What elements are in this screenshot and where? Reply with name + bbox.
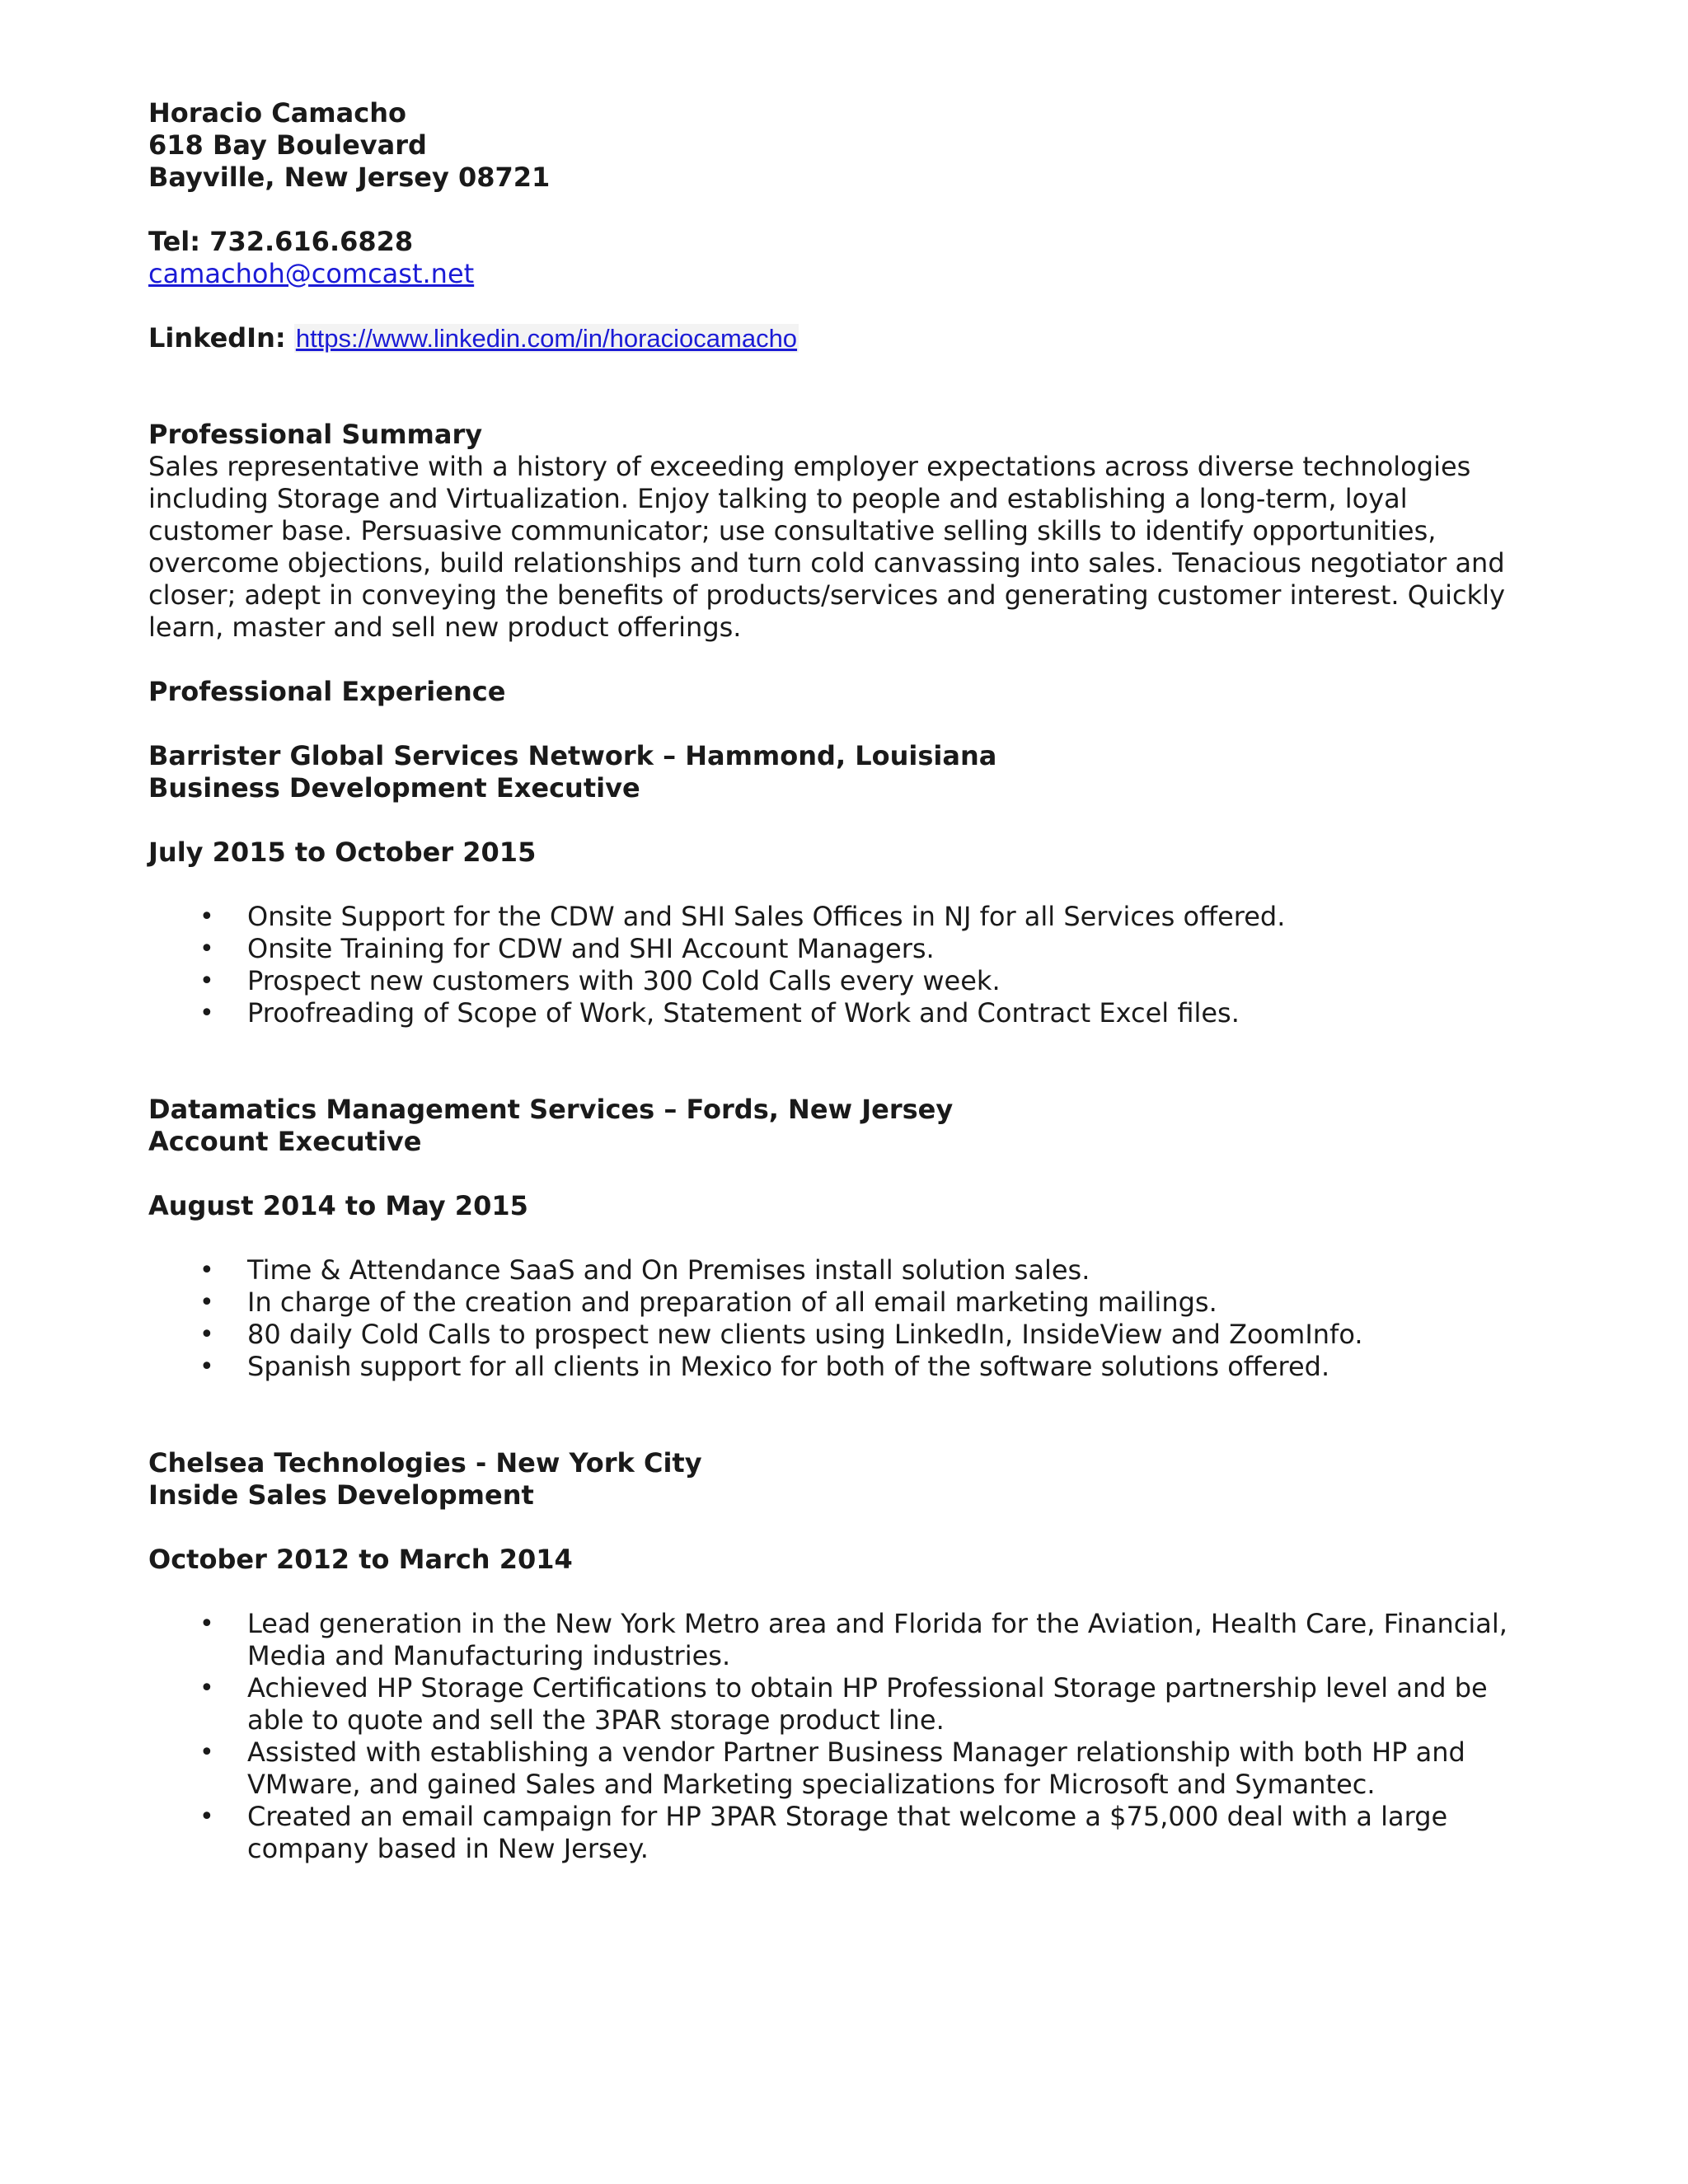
bullet-icon: • bbox=[199, 1802, 214, 1831]
bullet-icon: • bbox=[199, 999, 214, 1028]
bullet-icon: • bbox=[199, 935, 214, 963]
bullet-icon: • bbox=[199, 1320, 214, 1349]
list-item: • Lead generation in the New York Metro area and Florida for the Aviation, Health Care, Financial, Media and Manufacturing industries. bbox=[199, 1608, 1507, 1671]
job-dates: July 2015 to October 2015 bbox=[148, 837, 537, 868]
job-dates: October 2012 to March 2014 bbox=[148, 1544, 573, 1575]
list-item: • 80 daily Cold Calls to prospect new clients using LinkedIn, InsideView and ZoomInfo. bbox=[199, 1319, 1363, 1350]
job-company: Chelsea Technologies - New York City bbox=[148, 1447, 702, 1479]
resume-page bbox=[148, 97, 1541, 1865]
contact-block bbox=[148, 97, 1541, 354]
summary-line: customer base. Persuasive communicator; use consultative selling skills to identify opportunities, bbox=[148, 515, 1437, 546]
list-item: • Time & Attendance SaaS and On Premises install solution sales. bbox=[199, 1254, 1090, 1286]
job-entry bbox=[148, 740, 1541, 1029]
list-item: • Prospect new customers with 300 Cold Calls every week. bbox=[199, 965, 1001, 996]
job-entry bbox=[148, 1094, 1541, 1383]
bullet-icon: • bbox=[199, 902, 214, 931]
linkedin-link[interactable]: https://www.linkedin.com/in/horaciocamacho bbox=[295, 324, 798, 353]
experience-section bbox=[148, 676, 1541, 1865]
list-item: • Onsite Training for CDW and SHI Account Managers. bbox=[199, 933, 935, 964]
bullet-icon: • bbox=[199, 1352, 214, 1381]
job-title: Account Executive bbox=[148, 1126, 422, 1157]
email-link[interactable]: camachoh@comcast.net bbox=[148, 258, 475, 289]
job-bullets bbox=[148, 1608, 1541, 1865]
list-item: • Spanish support for all clients in Mexico for both of the software solutions offered. bbox=[199, 1351, 1330, 1382]
summary-line: Sales representative with a history of exceeding employer expectations across diverse technologies bbox=[148, 451, 1471, 482]
job-entry bbox=[148, 1447, 1541, 1865]
job-bullets bbox=[148, 901, 1541, 1029]
summary-section bbox=[148, 419, 1541, 644]
experience-heading: Professional Experience bbox=[148, 676, 506, 707]
address-line-2: Bayville, New Jersey 08721 bbox=[148, 162, 551, 193]
bullet-icon: • bbox=[199, 1674, 214, 1703]
telephone: Tel: 732.616.6828 bbox=[148, 226, 414, 257]
job-dates: August 2014 to May 2015 bbox=[148, 1190, 528, 1221]
job-title: Business Development Executive bbox=[148, 772, 640, 804]
summary-line: closer; adept in conveying the benefits of products/services and generating customer interest. Quickly bbox=[148, 579, 1505, 611]
list-item: • Assisted with establishing a vendor Partner Business Manager relationship with both HP and VMware, and gained Sales and Marketing specializations for Microsoft and Symantec. bbox=[199, 1736, 1465, 1800]
linkedin-label: LinkedIn: bbox=[148, 322, 286, 354]
list-item: • Created an email campaign for HP 3PAR Storage that welcome a $75,000 deal with a large company based in New Jersey. bbox=[199, 1801, 1448, 1864]
job-bullets bbox=[148, 1254, 1541, 1383]
list-item: • Achieved HP Storage Certifications to obtain HP Professional Storage partnership level and be able to quote and sell the 3PAR storage product line. bbox=[199, 1672, 1488, 1736]
list-item: • Proofreading of Scope of Work, Statement of Work and Contract Excel files. bbox=[199, 997, 1240, 1029]
summary-line: including Storage and Virtualization. Enjoy talking to people and establishing a long-term, loyal bbox=[148, 483, 1408, 514]
bullet-icon: • bbox=[199, 1610, 214, 1638]
job-company: Datamatics Management Services – Fords, New Jersey bbox=[148, 1094, 954, 1125]
list-item: • Onsite Support for the CDW and SHI Sales Offices in NJ for all Services offered. bbox=[199, 901, 1286, 932]
summary-heading: Professional Summary bbox=[148, 419, 483, 450]
address-line-1: 618 Bay Boulevard bbox=[148, 129, 427, 161]
bullet-icon: • bbox=[199, 1738, 214, 1767]
list-item: • In charge of the creation and preparation of all email marketing mailings. bbox=[199, 1286, 1217, 1318]
summary-line: overcome objections, build relationships and turn cold canvassing into sales. Tenacious negotiator and bbox=[148, 547, 1505, 579]
candidate-name: Horacio Camacho bbox=[148, 97, 406, 129]
job-title: Inside Sales Development bbox=[148, 1479, 534, 1511]
bullet-icon: • bbox=[199, 1256, 214, 1285]
bullet-icon: • bbox=[199, 1288, 214, 1317]
summary-line: learn, master and sell new product offerings. bbox=[148, 612, 742, 643]
job-company: Barrister Global Services Network – Hammond, Louisiana bbox=[148, 740, 997, 771]
bullet-icon: • bbox=[199, 967, 214, 996]
